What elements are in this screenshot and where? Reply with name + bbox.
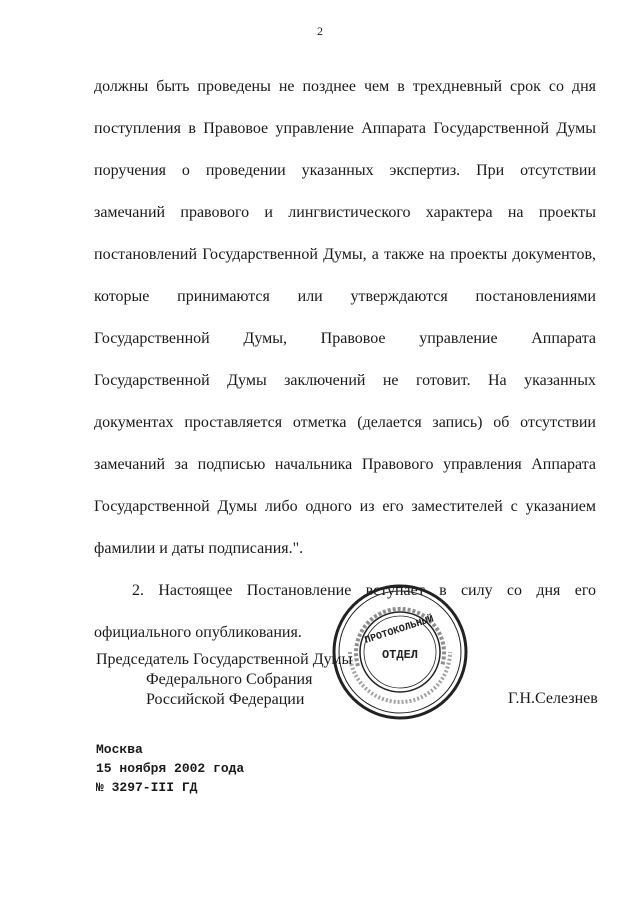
signer-title-line-3: Российской Федерации <box>146 691 305 708</box>
text-line: постановлений Государственной Думы, а также на проекты документов, <box>94 246 596 263</box>
stamp-center-text: ОТДЕЛ <box>381 648 419 662</box>
text-line: фамилии и даты подписания.". <box>94 540 304 557</box>
text-line: Государственной Думы либо одного из его заместителей с указанием <box>94 498 596 515</box>
text-line: замечаний правового и лингвистического характера на проекты <box>94 204 596 221</box>
text-line: Государственной Думы, Правовое управление Аппарата <box>94 330 596 347</box>
text-line: 2. Настоящее Постановление вступает в силу со дня его <box>132 582 596 599</box>
page-number: 2 <box>317 24 323 38</box>
text-line: поручения о проведении указанных экспертиз. При отсутствии <box>94 162 596 179</box>
stamp-ring-text: ПРОТОКОЛЬНЫЙ <box>363 614 436 647</box>
city: Москва <box>96 742 143 757</box>
text-line: должны быть проведены не позднее чем в трехдневный срок со дня <box>94 78 596 95</box>
document-body <box>94 66 596 654</box>
text-line: поступления в Правовое управление Аппарата Государственной Думы <box>94 120 596 137</box>
place-date-block <box>96 740 244 797</box>
text-line: официального опубликования. <box>94 624 302 641</box>
signer-name: Г.Н.Селезнев <box>508 690 598 707</box>
signature-block <box>96 650 352 710</box>
text-line: Государственной Думы заключений не готовит. На указанных <box>94 372 596 389</box>
signer-title-line-1: Председатель Государственной Думы <box>96 651 353 668</box>
text-line: замечаний за подписью начальника Правового управления Аппарата <box>94 456 596 473</box>
document-number: № 3297-III ГД <box>96 780 198 795</box>
paragraph-1 <box>94 66 596 570</box>
signer-title-line-2: Федерального Собрания <box>146 671 313 688</box>
text-line: документах проставляется отметка (делается запись) об отсутствии <box>94 414 596 431</box>
date: 15 ноября 2002 года <box>96 761 245 776</box>
text-line: которые принимаются или утверждаются постановлениями <box>94 288 596 305</box>
official-seal-stamp <box>328 580 472 724</box>
